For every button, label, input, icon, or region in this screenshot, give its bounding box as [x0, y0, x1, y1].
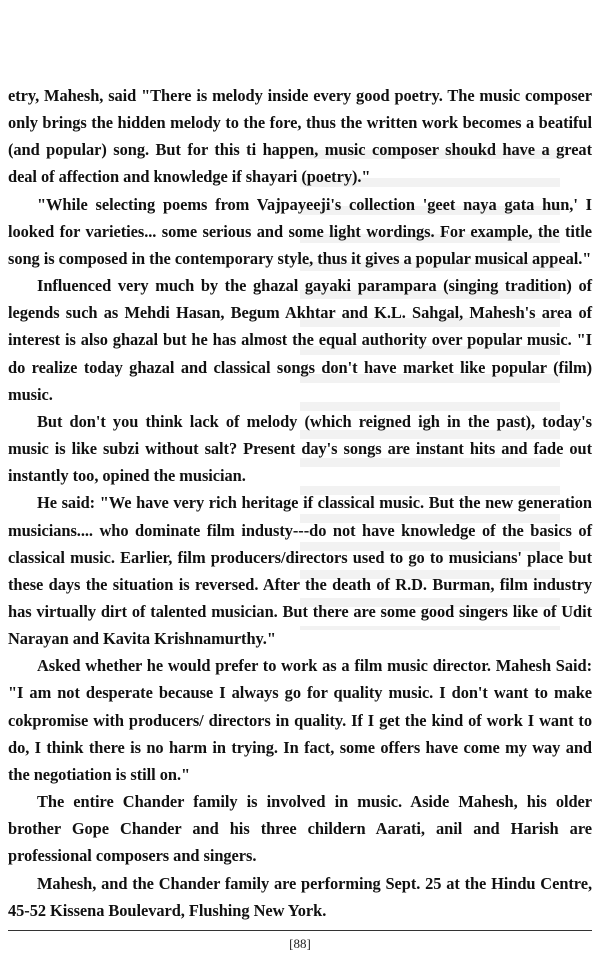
page-number: [88]	[289, 936, 311, 951]
paragraph-5: He said: "We have very rich heritage if classical music. But the new generation musicians.... who dominate film industy---do not have knowledge of the basics of classical music. Earlier, film producers/directors used to go to musicians' place but these days the situation is reversed. After the death of R.D. Burman, film industry has virtually dirt of talented musician. But there are some good singers like of Udit Narayan and Kavita Krishnamurthy."	[8, 493, 592, 649]
footer-rule	[8, 930, 592, 931]
article-body	[8, 82, 592, 924]
paragraph-1: etry, Mahesh, said "There is melody inside every good poetry. The music composer only brings the hidden melody to the fore, thus the written work becomes a beatiful (and popular) song. But for this ti happen, music composer shoukd have a great deal of affection and knowledge if shayari (poetry)."	[8, 86, 592, 187]
paragraph-3: Influenced very much by the ghazal gayaki parampara (singing tradition) of legends such as Mehdi Hasan, Begum Akhtar and K.L. Sahgal, Mahesh's area of interest is also ghazal but he has almost the equal authority over popular music. "I do realize today ghazal and classical songs don't have market like popular (film) music.	[8, 276, 592, 404]
paragraph-4: But don't you think lack of melody (which reigned igh in the past), today's music is like subzi without salt? Present day's songs are instant hits and fade out instantly too, opined the musician.	[8, 411, 592, 486]
paragraph-2: "While selecting poems from Vajpayeeji's collection 'geet naya gata hun,' I looked for varieties... some serious and some light wordings. For example, the title song is composed in the contemporary style, thus it gives a popular musical appeal."	[8, 194, 592, 268]
paragraph-7: The entire Chander family is involved in music. Aside Mahesh, his older brother Gope Chander and his three childern Aarati, anil and Harish are professional composers and singers.	[8, 792, 592, 866]
paragraph-8: Mahesh, and the Chander family are performing Sept. 25 at the Hindu Centre, 45-52 Kissena Boulevard, Flushing New York.	[8, 873, 592, 920]
paragraph-6: Asked whether he would prefer to work as a film music director. Mahesh Said: "I am not desperate because I always go for quality music. I don't want to make cokpromise with producers/ directors in quality. If I get the kind of work I want to do, I think there is no harm in trying. In fact, some offers have come my way and the negotiation is still on."	[8, 656, 592, 784]
